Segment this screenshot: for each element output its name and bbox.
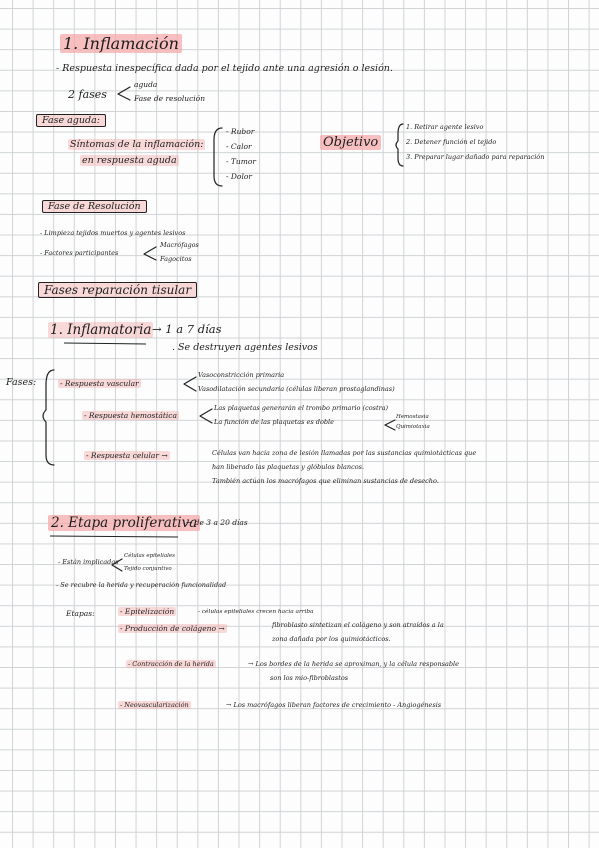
inflammation-definition: - Respuesta inespecífica dada por el tejido ante una agresión o lesión. (56, 63, 393, 74)
inflammatory-stage-title: 1. Inflamatoria (50, 322, 152, 338)
stages-label: Etapas: (66, 609, 95, 618)
double-function-item: Quimiotaxia (396, 424, 430, 430)
vascular-item: Vasodilatación secundaria (células liberan prostaglandinas) (198, 385, 395, 393)
phase-item: aguda (134, 80, 158, 89)
objectives-brace (396, 124, 403, 166)
collagen-line: zona dañada por los quimiotácticos. (272, 635, 391, 643)
implicated-item: Tejido conjuntivo (124, 566, 172, 572)
resolution-line: - Factores participantes (40, 249, 119, 257)
epithelialization-text: - células epiteliales crecen hacia arriba (198, 609, 314, 615)
acute-phase-title: Fase aguda: (36, 116, 106, 127)
cell-item: Macrófagos (160, 241, 199, 249)
objective-label: Objetivo (320, 136, 381, 151)
implicated-label: - Están implicadas (58, 558, 119, 566)
cellular-response-line: han liberado las plaquetas y glóbulos blancos. (212, 463, 365, 471)
cellular-response-line: También actúan los macrófagos que eliminan sustancias de desecho. (212, 477, 439, 485)
epithelialization-label: - Epitelización (120, 607, 175, 616)
fork-arrow (118, 87, 130, 100)
phases-brace (43, 370, 54, 465)
phase-item: Fase de resolución (134, 94, 206, 103)
symptom-item: - Dolor (226, 172, 252, 181)
section-title-inflammation: 1. Inflamación (60, 35, 182, 53)
inflammatory-stage-summary: . Se destruyen agentes lesivos (172, 342, 318, 353)
contraction-line: → Los bordes de la herida se aproximan, y la célula responsable (248, 660, 459, 668)
symptom-item: - Calor (226, 142, 252, 151)
fork-arrow (385, 420, 395, 430)
fork-arrow (200, 409, 212, 423)
symptoms-bracket (214, 128, 222, 186)
fork-arrow (144, 247, 156, 260)
cellular-response-label: - Respuesta celular → (86, 451, 168, 460)
vascular-item: Vasoconstricción primaria (198, 371, 285, 379)
neovascularization-text: → Los macrófagos liberan factores de crecimiento - Angiogénesis (226, 701, 442, 709)
phases-label: Fases: (6, 377, 37, 388)
vascular-response-label: - Respuesta vascular (60, 379, 139, 388)
repair-phases-title: Fases reparación tisular (38, 284, 197, 298)
neovascularization-label: - Neovascularización (120, 701, 189, 709)
phases-count-label: 2 fases (68, 88, 107, 101)
objective-item: 3. Preparar lugar dañado para reparación (406, 153, 545, 161)
symptoms-label-cont: en respuesta aguda (82, 155, 177, 166)
contraction-line: son los mio-fibroblastos (270, 674, 349, 682)
collagen-line: fibroblasto sintetizan el colágeno y son atraídos a la (272, 621, 444, 629)
fork-arrow (184, 377, 196, 391)
resolution-line: - Limpieza tejidos muertos y agentes lesivos (40, 229, 186, 237)
contraction-label: - Contracción de la herida (128, 660, 214, 668)
cell-item: Fagocitos (160, 255, 192, 263)
hemostatic-response-label: - Respuesta hemostática (84, 411, 177, 420)
hemostatic-item: La función de las plaquetas es doble (214, 418, 334, 426)
implicated-item: Células epiteliales (124, 553, 176, 559)
resolution-phase-title: Fase de Resolución (42, 202, 147, 213)
collagen-label: - Producción de colágeno → (120, 624, 225, 633)
double-function-item: Hemostasia (396, 414, 429, 420)
cellular-response-line: Células van hacia zona de lesión llamadas por las sustancias quimiotácticas que (212, 449, 477, 457)
title-underline (64, 343, 146, 344)
symptoms-label: Síntomas de la inflamación: (70, 139, 204, 150)
proliferative-stage-title: 2. Etapa proliferativa (48, 516, 200, 532)
inflammatory-stage-days: → 1 a 7 días (152, 322, 222, 336)
symptom-item: - Tumor (226, 157, 256, 166)
symptom-item: - Rubor (226, 127, 255, 136)
proliferative-summary: - Se recubre la herida y recuperación funcionalidad (56, 581, 227, 589)
objective-item: 2. Detener función el tejido (406, 138, 497, 146)
hemostatic-item: Las plaquetas generarán el trombo primario (costra) (214, 404, 389, 412)
title-underline (50, 536, 178, 537)
objective-item: 1. Retirar agente lesivo (406, 123, 484, 131)
proliferative-stage-days: → de 3 a 20 días (186, 518, 248, 527)
